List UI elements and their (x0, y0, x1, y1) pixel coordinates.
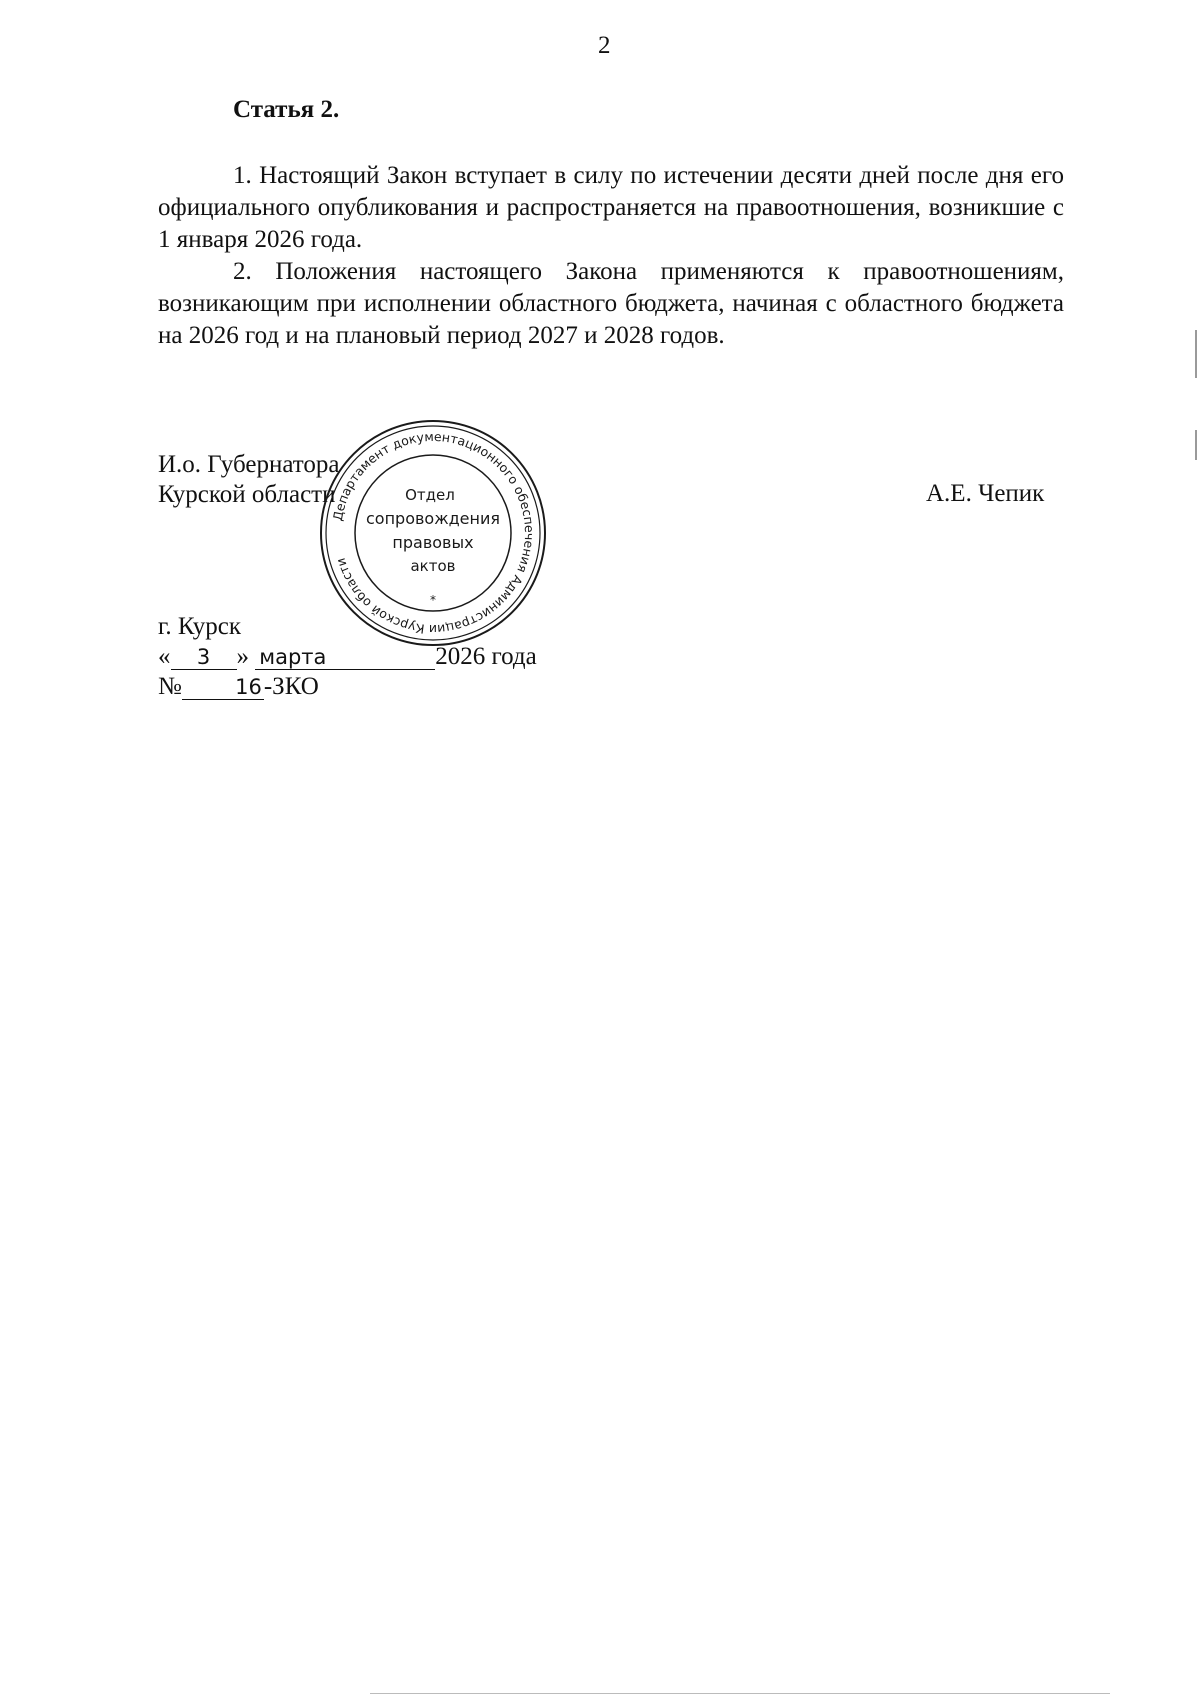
scan-edge-mark (370, 1693, 1110, 1694)
svg-text:*: * (430, 593, 436, 607)
date-close-quote: » (236, 643, 249, 670)
paragraph-1: 1. Настоящий Закон вступает в силу по истечении десяти дней после дня его официального опубликования и распространяется на правоотношения, возникшие с 1 января 2026 года. (158, 162, 1064, 253)
signatory-position-line-1: И.о. Губернатора (158, 451, 340, 478)
law-number (158, 673, 319, 701)
number-suffix: -ЗКО (263, 673, 319, 700)
signatory-name: А.Е. Чепик (926, 480, 1045, 507)
date-year: 2026 года (435, 643, 537, 670)
scan-edge-mark (1195, 330, 1197, 378)
date-month: марта (255, 645, 435, 670)
official-seal (318, 418, 548, 648)
paragraph-2: 2. Положения настоящего Закона применяются к правоотношениям, возникающим при исполнении областного бюджета, начиная с областного бюджета на 2026 год и на плановый период 2027 и 2028 годов. (158, 258, 1064, 349)
date-day: 3 (171, 645, 237, 670)
seal-center-line-4: актов (410, 557, 456, 575)
city: г. Курск (158, 613, 241, 640)
signatory-position-line-2: Курской области (158, 481, 336, 508)
signatory-position (158, 450, 339, 510)
page-number: 2 (598, 32, 611, 59)
seal-center-line-2: сопровождения (365, 509, 501, 528)
scan-edge-mark (1195, 430, 1197, 460)
article-title: Статья 2. (233, 96, 340, 123)
seal-center-line-1: Отдел (405, 486, 455, 504)
seal-ring-text: Департамент документационного обеспечения Администрации Курской области (329, 428, 538, 638)
article-body (158, 160, 1064, 352)
date-open-quote: « (158, 643, 171, 670)
number-value: 16 (182, 675, 264, 700)
seal-center-line-3: правовых (392, 533, 474, 552)
number-prefix: № (158, 673, 182, 700)
signing-date (158, 643, 537, 671)
